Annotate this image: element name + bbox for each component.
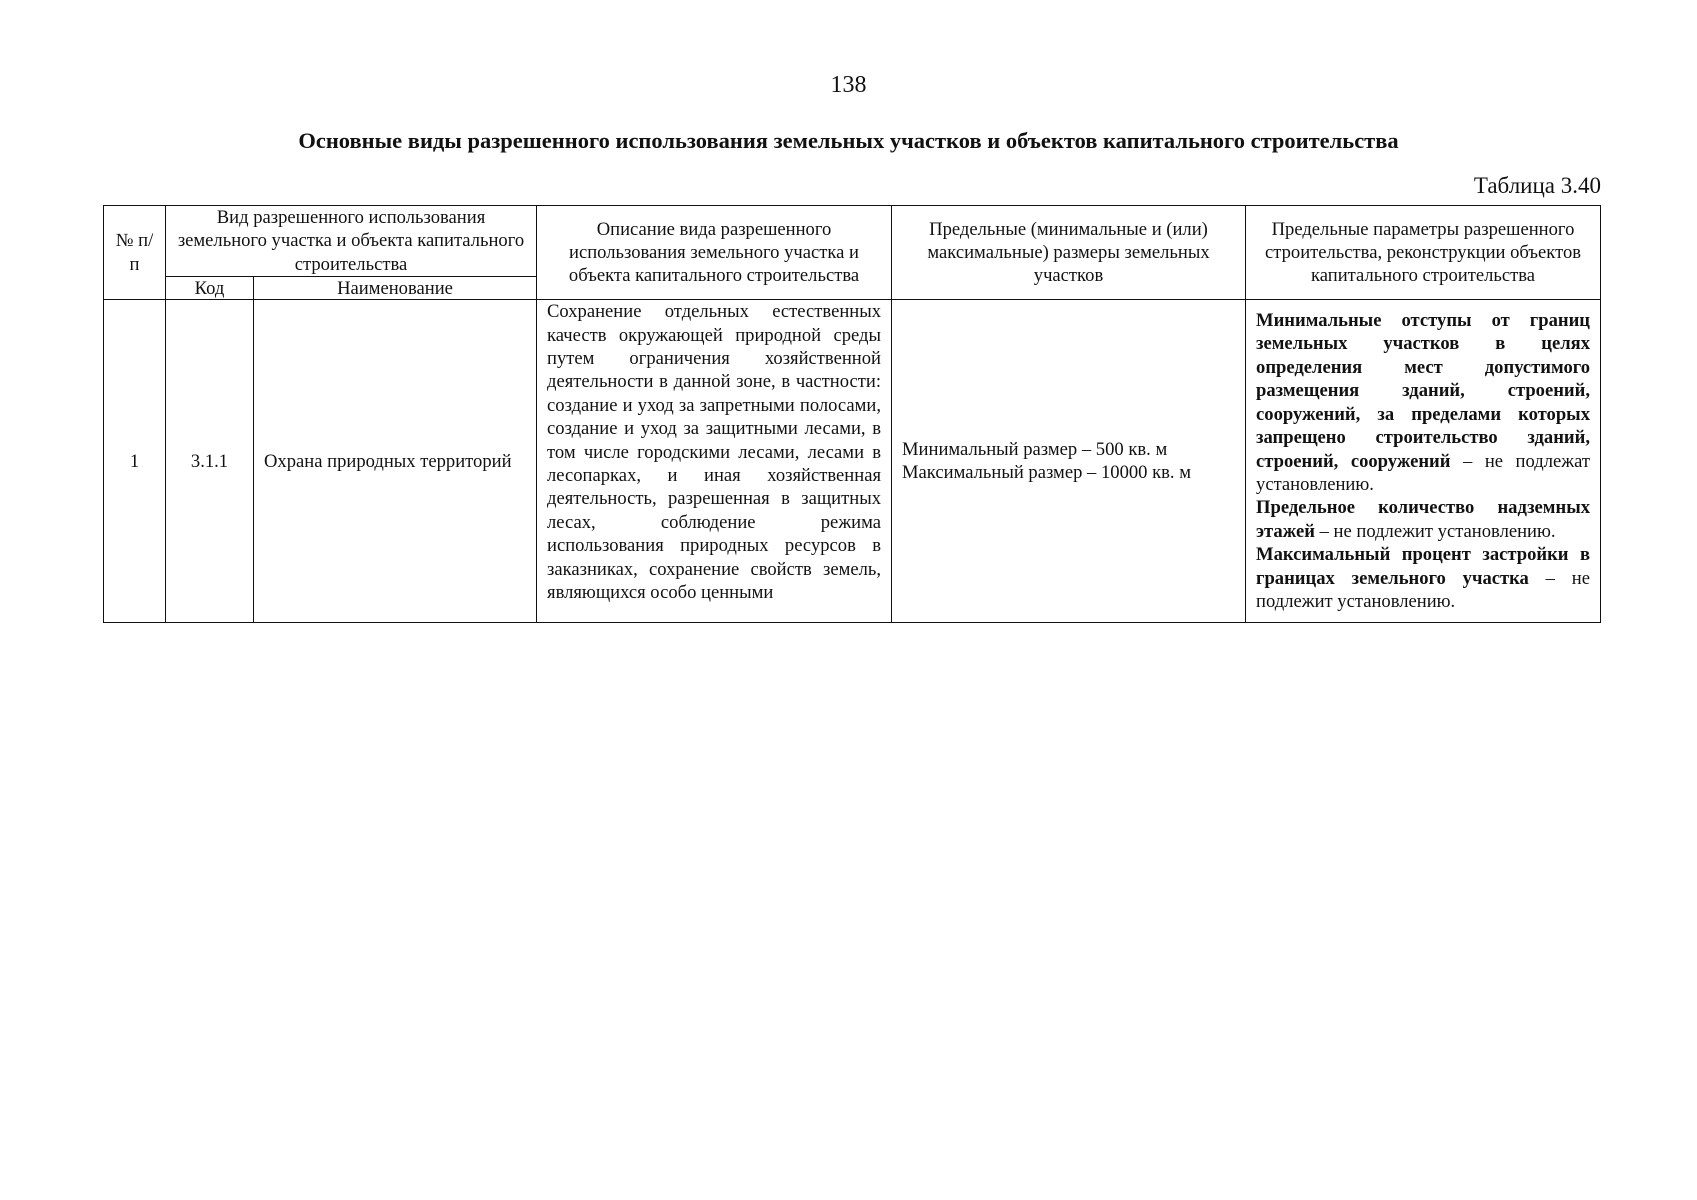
param-floors [1256, 496, 1590, 543]
param-coverage-label: Максимальный процент застройки в границах земельного участка [1256, 544, 1591, 589]
permitted-use-table [103, 205, 1601, 623]
param-floors-value: – не подлежит установлению. [1314, 520, 1556, 542]
cell-number: 1 [104, 300, 166, 623]
header-number: № п/п [104, 206, 166, 300]
table-header-row [104, 206, 1601, 277]
cell-name: Охрана природных территорий [254, 300, 537, 623]
header-code: Код [166, 277, 254, 300]
table-caption: Таблица 3.40 [1473, 173, 1601, 198]
table-row [104, 300, 1601, 623]
page-number: 138 [830, 72, 867, 98]
description-text: Сохранение отдельных естественных качеств окружающей природной среды путем ограничения хозяйственной деятельности в данной зоне, в частности: создание и уход за запретными полосами, создание и уход за защитными лесами, в том числе городскими лесами, лесами в лесопарках, и иная хозяйственная деятельность, разрешенная в защитных лесах, соблюдение режима использования природных ресурсов в заказниках, сохранение свойств земель, являющихся особо ценными [547, 301, 882, 604]
size-minimum: Минимальный размер – 500 кв. м [902, 438, 1168, 460]
header-description: Описание вида разрешенного использования земельного участка и объекта капитального строительства [537, 206, 892, 300]
param-coverage-value: – не подлежит установлению. [1256, 567, 1590, 612]
cell-description [537, 300, 892, 623]
cell-plot-sizes [892, 300, 1246, 623]
param-coverage [1256, 543, 1590, 613]
header-construction-params: Предельные параметры разрешенного строительства, реконструкции объектов капитального строительства [1246, 206, 1601, 300]
param-setbacks [1256, 309, 1590, 496]
param-setbacks-label: Минимальные отступы от границ земельных участков в целях определения мест допустимого размещения зданий, строений, сооружений, за пределами которых запрещено строительство зданий, строений, сооружений [1256, 310, 1591, 472]
size-maximum: Максимальный размер – 10000 кв. м [902, 462, 1191, 484]
document-title: Основные виды разрешенного использования земельных участков и объектов капитального строительства [298, 128, 1399, 153]
param-floors-label: Предельное количество надземных этажей [1256, 497, 1591, 542]
cell-code: 3.1.1 [166, 300, 254, 623]
cell-construction-params [1246, 300, 1601, 623]
header-plot-sizes: Предельные (минимальные и (или) максимальные) размеры земельных участков [892, 206, 1246, 300]
param-setbacks-value: – не подлежат установлению. [1256, 450, 1590, 495]
header-name: Наименование [254, 277, 537, 300]
header-use-type-group: Вид разрешенного использования земельного участка и объекта капитального строительства [166, 206, 537, 277]
